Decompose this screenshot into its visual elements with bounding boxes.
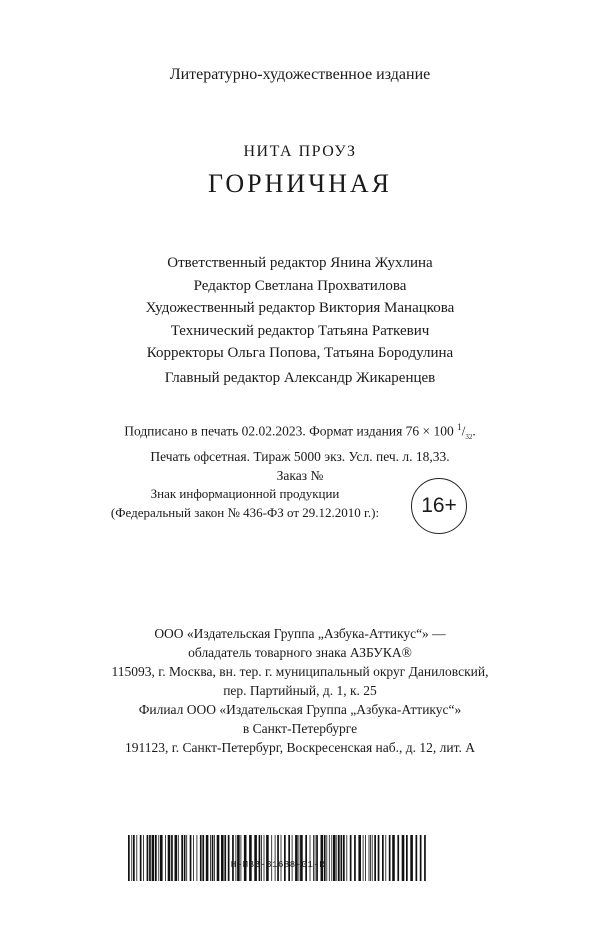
credit-line: Корректоры Ольга Попова, Татьяна Бородулина [146, 345, 454, 361]
barcode-bar [300, 835, 303, 881]
barcode-bar [197, 835, 198, 881]
info-mark-label: Знак информационной продукции [150, 486, 340, 501]
barcode-bar [160, 835, 163, 881]
barcode-bar [136, 835, 137, 881]
barcode-bar [133, 835, 135, 881]
barcode-bar [178, 835, 179, 881]
barcode-bar [232, 835, 234, 881]
barcode-bar [424, 835, 426, 881]
barcode-bar [420, 835, 422, 881]
barcode-bar [244, 835, 247, 881]
barcode-bar [271, 835, 272, 881]
barcode-caption: Н-МВВ-31688-01-R [230, 860, 326, 870]
barcode-bar [155, 835, 157, 881]
barcode-bar [266, 835, 269, 881]
barcode-bar [295, 835, 298, 881]
barcode-bar [358, 835, 361, 881]
barcode-bar [299, 835, 300, 881]
barcode-bar [410, 835, 413, 881]
barcode-bar [221, 835, 224, 881]
barcode-bar [343, 835, 345, 881]
barcode-bar [165, 835, 166, 881]
barcode-bar [241, 835, 242, 881]
barcode-bar [206, 835, 209, 881]
barcode-bar [397, 835, 399, 881]
barcode [128, 835, 428, 881]
edition-type: Литературно-художественное издание [169, 66, 431, 83]
barcode-bar [193, 835, 194, 881]
barcode-bar [336, 835, 337, 881]
barcode-bar [254, 835, 257, 881]
barcode-bar [128, 835, 130, 881]
barcode-bar [305, 835, 307, 881]
barcode-bar [147, 835, 149, 881]
barcode-bar [202, 835, 204, 881]
barcode-bar [210, 835, 211, 881]
format-numerator: 1 [457, 422, 462, 432]
publisher-line: Филиал ООО «Издательская Группа „Азбука-Аттикус“» [138, 702, 462, 717]
barcode-bar [171, 835, 173, 881]
barcode-bar [326, 835, 327, 881]
barcode-bar [200, 835, 202, 881]
barcode-bar [389, 835, 391, 881]
barcode-bar [292, 835, 293, 881]
barcode-bar [284, 835, 286, 881]
credit-line: Редактор Светлана Прохватилова [193, 277, 407, 294]
barcode-bar [149, 835, 151, 881]
barcode-bar [350, 835, 352, 881]
book-author: НИТА ПРОУЗ [243, 143, 357, 160]
barcode-bar [338, 835, 340, 881]
barcode-bar [143, 835, 144, 881]
barcode-bar [374, 835, 376, 881]
barcode-bar [212, 835, 214, 881]
barcode-bar [131, 835, 132, 881]
publisher-info [0, 624, 600, 757]
barcode-bar [281, 835, 282, 881]
print-signed-line: Подписано в печать 02.02.2023. Формат издания 76 × 100 $^1/_{32}$. [124, 422, 476, 442]
book-title: ГОРНИЧНАЯ [208, 169, 392, 198]
barcode-bar [341, 835, 343, 881]
publisher-line: в Санкт-Петербурге [242, 721, 358, 736]
barcode-bar [264, 835, 265, 881]
barcode-bar [224, 835, 226, 881]
barcode-bar [237, 835, 240, 881]
editorial-credits [0, 252, 600, 365]
barcode-bar [333, 835, 336, 881]
barcode-bar [363, 835, 364, 881]
barcode-bar [416, 835, 418, 881]
barcode-bar [259, 835, 261, 881]
format-denominator: 32 [465, 433, 473, 442]
publisher-line: обладатель товарного знака АЗБУКА® [188, 645, 412, 660]
barcode-bar [168, 835, 171, 881]
barcode-bar [354, 835, 356, 881]
barcode-bar [324, 835, 326, 881]
barcode-bar [175, 835, 178, 881]
age-rating-badge [411, 478, 467, 534]
chief-editor: Главный редактор Александр Жикаренцев [164, 370, 436, 386]
info-product-mark [95, 484, 395, 522]
barcode-bar [406, 835, 408, 881]
barcode-bar [249, 835, 252, 881]
barcode-bar [346, 835, 347, 881]
barcode-bar [315, 835, 316, 881]
barcode-bar [277, 835, 279, 881]
barcode-bar [365, 835, 366, 881]
barcode-bar [370, 835, 371, 881]
barcode-bar [382, 835, 384, 881]
barcode-bar [184, 835, 186, 881]
barcode-bar [329, 835, 330, 881]
credit-line: Ответственный редактор Янина Жухлина [167, 255, 433, 271]
barcode-bar [378, 835, 380, 881]
barcode-bar [152, 835, 155, 881]
barcode-bar [140, 835, 142, 881]
barcode-bar [310, 835, 311, 881]
barcode-bar [275, 835, 276, 881]
credit-line: Художественный редактор Виктория Манацкова [145, 300, 455, 316]
barcode-bar [392, 835, 395, 881]
credit-line: Технический редактор Татьяна Раткевич [170, 322, 430, 339]
barcode-bar [385, 835, 386, 881]
publisher-line: 191123, г. Санкт-Петербург, Воскресенская наб., д. 12, лит. А [125, 740, 475, 755]
publisher-line: пер. Партийный, д. 1, к. 25 [223, 683, 377, 698]
print-details [0, 418, 600, 485]
barcode-bar [288, 835, 290, 881]
barcode-bar [217, 835, 220, 881]
age-rating: 16+ [421, 494, 457, 517]
barcode-bar [313, 835, 314, 881]
info-mark-law: (Федеральный закон № 436-ФЗ от 29.12.2010 г.): [110, 505, 380, 520]
barcode-bar [236, 835, 237, 881]
barcode-bar [316, 835, 318, 881]
barcode-bar [372, 835, 373, 881]
barcode-bar [369, 835, 370, 881]
barcode-bar [214, 835, 215, 881]
publisher-line: 115093, г. Москва, вн. тер. г. муниципальный округ Даниловский, [111, 664, 489, 679]
barcode-bar [158, 835, 159, 881]
order-number: Заказ № [276, 468, 324, 484]
barcode-bar [186, 835, 187, 881]
barcode-bar [331, 835, 332, 881]
barcode-bar [190, 835, 192, 881]
barcode-bar [181, 835, 183, 881]
print-signed-text: Подписано в печать 02.02.2023. Формат издания 76 × 100 [124, 423, 458, 439]
barcode-bar [321, 835, 324, 881]
barcode-bar [261, 835, 262, 881]
print-run-line: Печать офсетная. Тираж 5000 экз. Усл. печ. л. 18,33. [150, 449, 450, 465]
publisher-line: ООО «Издательская Группа „Азбука-Аттикус“» — [154, 626, 446, 641]
barcode-bar [228, 835, 230, 881]
barcode-bar [402, 835, 405, 881]
